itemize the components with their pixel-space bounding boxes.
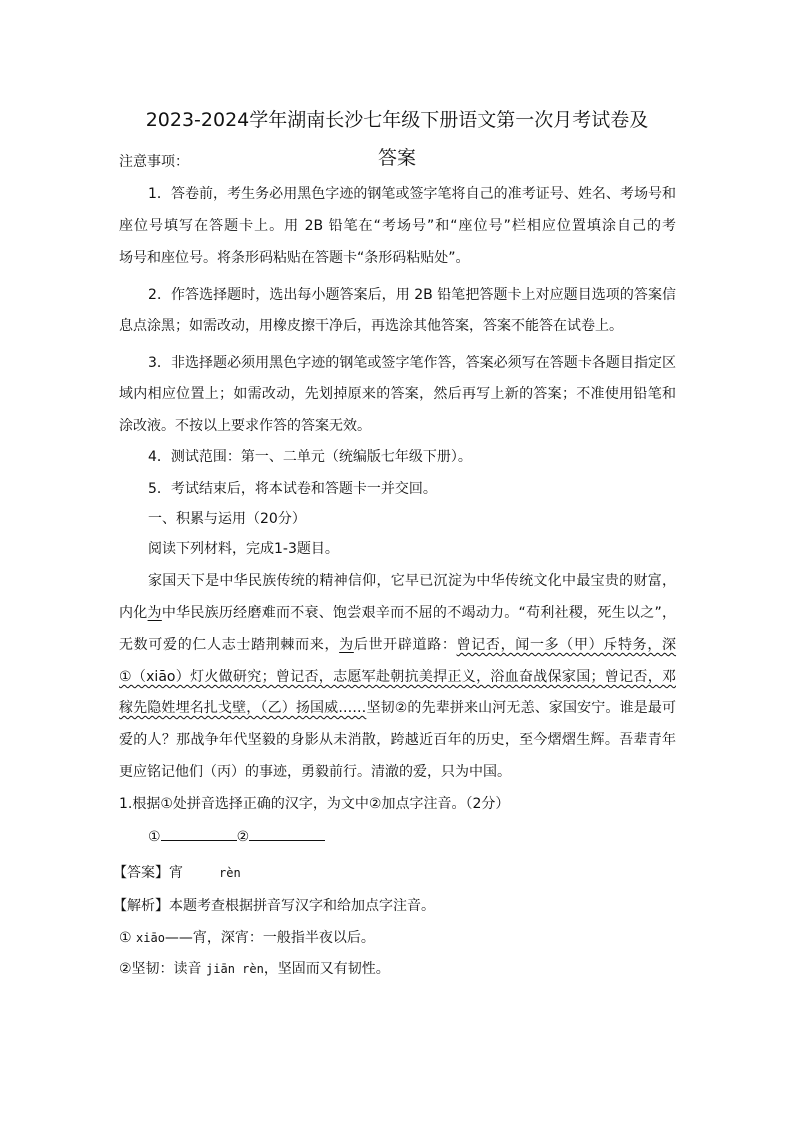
wavy-underlined-text: ①（xiāo）灯火做研究；曾记否，志愿军赴朝抗美捍正义，浴血奋战保家国；曾记否，邓 [119, 669, 676, 685]
wavy-underlined-text: 稼先隐姓埋名扎戈壁，（乙）扬国威…… [119, 700, 367, 716]
explain1-text: ——宵，深宵：一般指半夜以后。 [164, 930, 375, 946]
instruction: 阅读下列材料，完成1-3题目。 [148, 541, 339, 557]
text-segment: 中华民族历经磨难而不衰、饱尝艰辛而不屈的不竭动力。“苟利社稷，死生以之”， [161, 605, 677, 621]
wavy-underlined-text: 曾记否，闻一多（甲）斥特务，深 [456, 637, 677, 653]
explain2-text: ，坚固而又有韧性。 [263, 961, 390, 977]
blank-2[interactable] [249, 826, 325, 841]
explain2-pre: ②坚韧：读音 [119, 961, 207, 977]
blank-1[interactable] [161, 826, 237, 841]
explain1-pinyin: xiāo [136, 931, 165, 945]
answer-line [113, 863, 241, 883]
text-segment: 更应铭记他们（丙）的事迹，勇毅前行。清澈的爱，只为中国。 [119, 764, 511, 780]
analysis-label: 【解析】 [113, 898, 169, 914]
analysis-text: 本题考查根据拼音写汉字和给加点字注音。 [169, 898, 435, 914]
notice-line: 息点涂黑；如需改动，用橡皮擦干净后，再选涂其他答案，答案不能答在试卷上。 [119, 318, 623, 334]
text-segment: 后世开辟道路： [353, 637, 457, 653]
text-segment: 爱的人？那战争年代坚毅的身影从未消散，跨越近百年的历史，至今熠熠生辉。吾辈青年 [119, 732, 676, 748]
explain2-pinyin: jiān rèn [206, 962, 264, 976]
notice-line: 座位号填写在答题卡上。用 2B 铅笔在“考场号”和“座位号”栏相应位置填涂自己的考 [119, 218, 676, 234]
answer-value-2: rèn [219, 866, 241, 880]
answer-label: 【答案】 [113, 865, 169, 881]
material-line [119, 698, 676, 718]
notice-line: 1．答卷前，考生务必用黑色字迹的钢笔或签字笔将自己的准考证号、姓名、考场号和 [148, 186, 676, 202]
material-line [119, 730, 676, 750]
explain1-mark: ① [119, 930, 132, 946]
material-line [119, 762, 511, 782]
text-segment: 内化 [119, 605, 148, 621]
question-1: 1.根据①处拼音选择正确的汉字，为文中②加点字注音。（2分） [119, 796, 510, 812]
material-line [119, 667, 676, 687]
notice-heading: 注意事项： [119, 154, 189, 170]
document-title: 2023-2024学年湖南长沙七年级下册语文第一次月考试卷及 [145, 109, 649, 131]
document-title-cont: 答案 [377, 147, 416, 169]
notice-line: 场号和座位号。将条形码粘贴在答题卡“条形码粘贴处”。 [119, 250, 470, 266]
explanation-1 [119, 928, 375, 948]
text-segment: 家国天下是中华民族传统的精神信仰，它早已沉淀为中华传统文化中最宝贵的财富， [148, 573, 676, 589]
explanation-2 [119, 959, 390, 979]
underlined-text: 为 [339, 637, 354, 653]
notice-line: 4．测试范围：第一、二单元（统编版七年级下册）。 [148, 449, 472, 465]
blank-label-2: ② [236, 829, 250, 845]
material-line [119, 603, 676, 623]
underlined-text: 为 [147, 605, 162, 621]
answer-blanks [148, 826, 325, 847]
answer-value-1: 宵 [169, 865, 183, 881]
blank-label-1: ① [148, 829, 161, 845]
analysis-line [113, 896, 435, 916]
text-segment: 坚韧②的先辈拼来山河无恙、家国安宁。谁是最可 [366, 700, 676, 716]
material-line [119, 635, 676, 655]
section-heading: 一、积累与运用（20分） [148, 511, 306, 527]
notice-line: 5．考试结束后，将本试卷和答题卡一并交回。 [148, 481, 437, 497]
notice-line: 涂改液。不按以上要求作答的答案无效。 [119, 418, 371, 434]
material-line [148, 571, 676, 591]
notice-line: 2．作答选择题时，选出每小题答案后，用 2B 铅笔把答题卡上对应题目选项的答案信 [148, 287, 676, 303]
text-segment: 无数可爱的仁人志士踏荆棘而来， [119, 637, 340, 653]
notice-line: 3．非选择题必须用黑色字迹的钢笔或签字笔作答，答案必须写在答题卡各题目指定区 [148, 355, 676, 371]
notice-line: 域内相应位置上；如需改动，先划掉原来的答案，然后再写上新的答案；不准使用铅笔和 [119, 386, 676, 402]
